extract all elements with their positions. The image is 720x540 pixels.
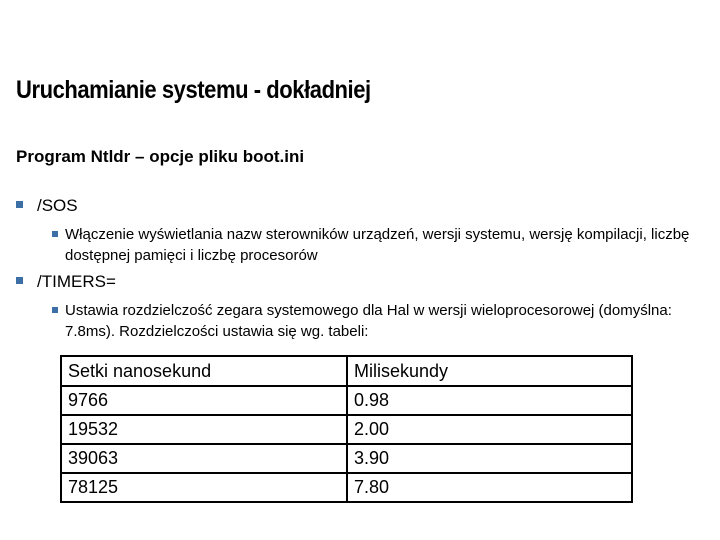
bullet-sos (16, 196, 78, 216)
table-cell: 7.80 (347, 473, 632, 502)
table-row (61, 473, 632, 502)
bullet-square-icon (52, 307, 58, 313)
table-cell: 39063 (61, 444, 347, 473)
table-cell: 19532 (61, 415, 347, 444)
sub-bullet-text: Włączenie wyświetlania nazw sterowników urządzeń, wersji systemu, wersję kompilacji, liczbę dostępnej pamięci i liczbę procesorów (65, 226, 690, 264)
table-row (61, 386, 632, 415)
bullet-square-icon (52, 231, 58, 237)
table-cell: 3.90 (347, 444, 632, 473)
table-cell: 2.00 (347, 415, 632, 444)
bullet-square-icon (16, 277, 23, 284)
resolution-table (60, 355, 633, 503)
sub-bullet-sos (52, 224, 692, 266)
table-cell: 78125 (61, 473, 347, 502)
table-cell: 0.98 (347, 386, 632, 415)
slide-subtitle: Program Ntldr – opcje pliku boot.ini (16, 147, 305, 166)
table-header-row (61, 356, 632, 386)
bullet-square-icon (16, 201, 23, 208)
bullet-label: /SOS (37, 196, 78, 215)
slide-title: Uruchamianie systemu - dokładniej (16, 76, 371, 104)
table-row (61, 415, 632, 444)
bullet-timers (16, 272, 116, 292)
table-header-cell: Milisekundy (347, 356, 632, 386)
table-row (61, 444, 632, 473)
sub-bullet-text: Ustawia rozdzielczość zegara systemowego dla Hal w wersji wieloprocesorowej (domyślna: 7.8ms). Rozdzielczości ustawia się wg. tabeli: (65, 302, 672, 340)
table-cell: 9766 (61, 386, 347, 415)
sub-bullet-timers (52, 300, 692, 342)
table-header-cell: Setki nanosekund (61, 356, 347, 386)
bullet-label: /TIMERS= (37, 272, 116, 291)
